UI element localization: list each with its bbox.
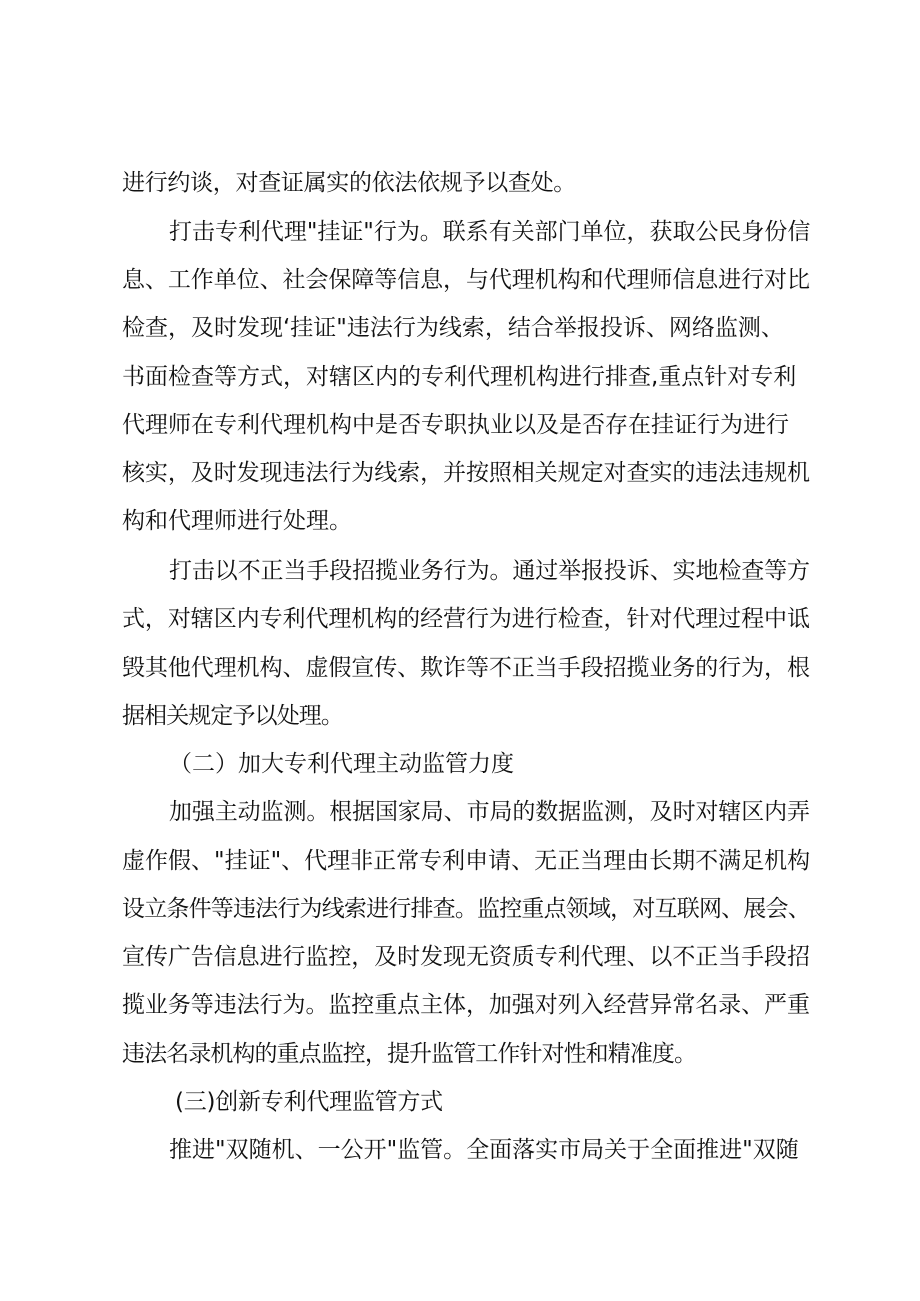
- section-heading: (三)创新专利代理监管方式: [175, 1089, 443, 1115]
- paragraph-first-line: 打击专利代理"挂证"行为。联系有关部门单位，获取公民身份信: [169, 219, 811, 245]
- text-line: 据相关规定予以处理。: [122, 703, 344, 729]
- text-line: 毁其他代理机构、虚假宣传、欺诈等不正当手段招揽业务的行为，根: [122, 655, 810, 681]
- text-line: 违法名录机构的重点监控，提升监管工作针对性和精准度。: [122, 1041, 697, 1067]
- text-line: 虚作假、"挂证"、代理非正常专利申请、无正当理由长期不满足机构: [122, 848, 811, 874]
- text-line: 核实，及时发现违法行为线索，并按照相关规定对查实的违法违规机: [122, 460, 810, 486]
- text-line: 书面检查等方式，对辖区内的专利代理机构进行排查,重点针对专利: [122, 364, 797, 390]
- paragraph-first-line: 打击以不正当手段招揽业务行为。通过举报投诉、实地检查等方: [169, 558, 810, 584]
- text-line: 检查，及时发现‘挂证"违法行为线索，结合举报投诉、网络监测、: [122, 315, 784, 341]
- text-line: 息、工作单位、社会保障等信息，与代理机构和代理师信息进行对比: [122, 267, 810, 293]
- paragraph-first-line: 加强主动监测。根据国家局、市局的数据监测，及时对辖区内弄: [169, 799, 810, 825]
- section-heading: （二）加大专利代理主动监管力度: [169, 751, 514, 777]
- text-line: 代理师在专利代理机构中是否专职执业以及是否存在挂证行为进行: [122, 412, 789, 438]
- text-line: 设立条件等违法行为线索进行排查。监控重点领域，对互联网、展会、: [122, 896, 810, 922]
- text-line: 构和代理师进行处理。: [122, 508, 352, 534]
- text-line: 进行约谈，对查证属实的依法依规予以查处。: [122, 170, 577, 196]
- paragraph-first-line: 推进"双随机、一公开"监管。全面落实市局关于全面推进"双随: [169, 1137, 799, 1163]
- text-line: 宣传广告信息进行监控，及时发现无资质专利代理、以不正当手段招: [122, 944, 810, 970]
- text-line: 式，对辖区内专利代理机构的经营行为进行检查，针对代理过程中诋: [122, 606, 810, 632]
- text-line: 揽业务等违法行为。监控重点主体，加强对列入经营异常名录、严重: [122, 992, 810, 1018]
